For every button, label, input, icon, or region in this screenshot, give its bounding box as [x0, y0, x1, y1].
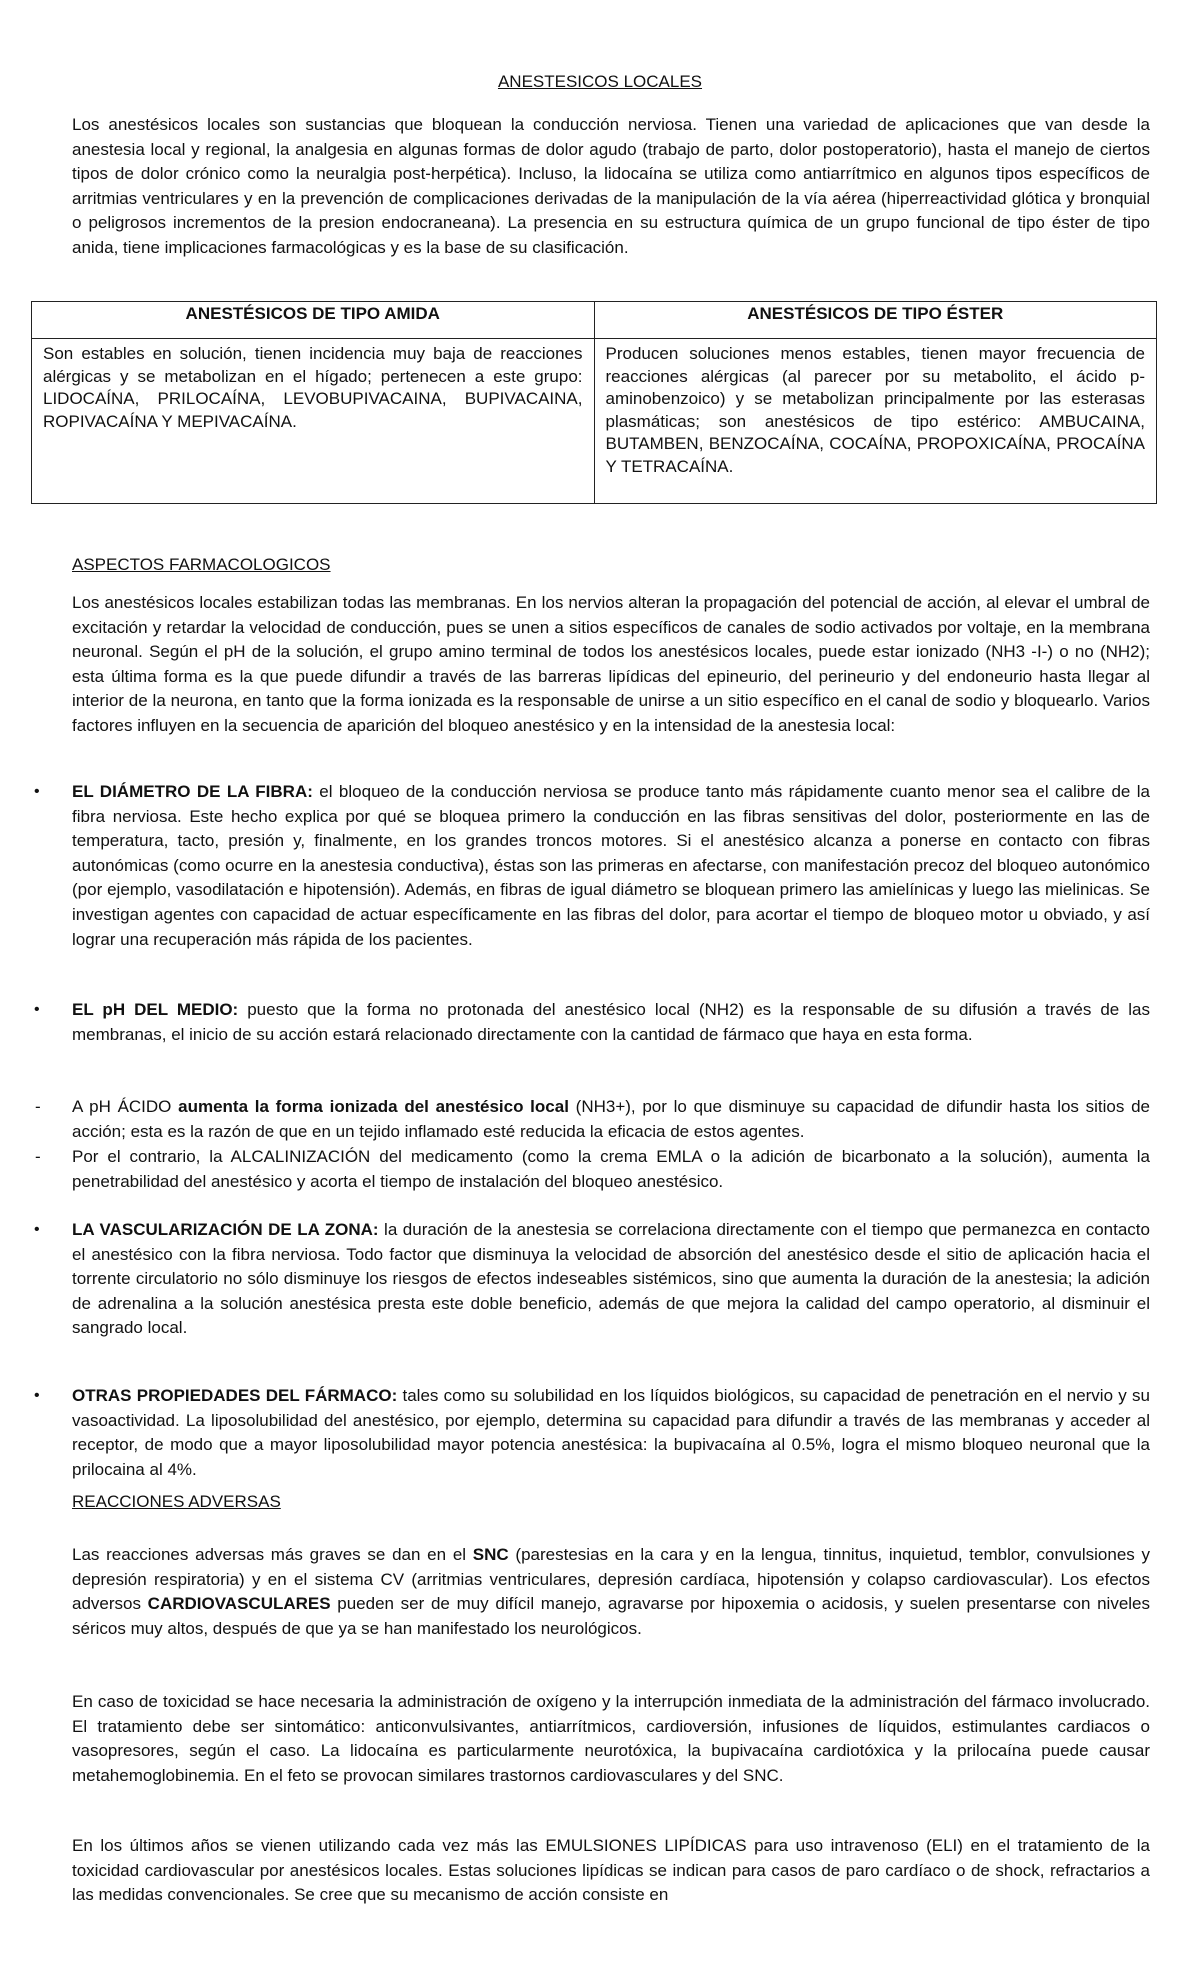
bullet-icon: •	[34, 783, 40, 800]
classification-table	[31, 301, 1157, 504]
bullet-icon: •	[34, 1221, 40, 1238]
bullet-vascularizacion	[72, 1218, 1150, 1341]
dash-text-pre: A pH ÁCIDO	[72, 1097, 179, 1116]
dash-item-acido	[72, 1095, 1150, 1144]
bullet-text: tales como su solubilidad en los líquidos biológicos, su capacidad de penetración en el nervio y su vasoactividad. La liposolubilidad del anestésico, por ejemplo, determina su capacidad para difundir a través de las membranas y acceder al receptor, de modo que a mayor liposolubilidad mayor potencia anestésica: la bupivacaína al 0.5%, logra el mismo bloqueo neuronal que la prilocaina al 4%.	[72, 1386, 1151, 1479]
dash-text-bold: aumenta la forma ionizada del anestésico local	[178, 1097, 569, 1116]
bullet-diametro	[72, 780, 1150, 952]
p1-text-a: Las reacciones adversas más graves se dan en el	[72, 1545, 473, 1564]
bullet-icon: •	[34, 1387, 40, 1404]
p1-text-d: pueden ser de muy difícil manejo, agravarse por hipoxemia o acidosis, y suelen presentarse con niveles séricos muy altos, después de que ya se han manifestado los neurológicos.	[72, 1594, 1151, 1638]
bullet-label: EL DIÁMETRO DE LA FIBRA:	[72, 782, 313, 801]
table-header-amida: ANESTÉSICOS DE TIPO AMIDA	[32, 302, 595, 339]
bullet-text: puesto que la forma no protonada del anestésico local (NH2) es la responsable de su difusión a través de las membranas, el inicio de su acción estará relacionado directamente con la cantidad de fármaco que haya en esta forma.	[72, 1000, 1150, 1044]
table-cell-amida: Son estables en solución, tienen incidencia muy baja de reacciones alérgicas y se metabolizan en el hígado; pertenecen a este grupo: LIDOCAÍNA, PRILOCAÍNA, LEVOBUPIVACAINA, BUPIVACAINA, ROPIVACAÍNA Y MEPIVACAÍNA.	[32, 339, 595, 504]
dash-text-post: (NH3+), por lo que disminuye su capacidad de difundir hasta los sitios de acción; esta es la razón de que en un tejido inflamado esté reducida la eficacia de estos agentes.	[72, 1097, 1151, 1141]
bullet-label: OTRAS PROPIEDADES DEL FÁRMACO:	[72, 1386, 398, 1405]
table-cell-ester: Producen soluciones menos estables, tienen mayor frecuencia de reacciones alérgicas (al parecer por su metabolito, el ácido p-aminobenzoico) y se metabolizan principalmente por las esterasas plasmáticas; son anestésicos de tipo estérico: AMBUCAINA, BUTAMBEN, BENZOCAÍNA, COCAÍNA, PROPOXICAÍNA, PROCAÍNA Y TETRACAÍNA.	[594, 339, 1157, 504]
dash-item-alcalinizacion: Por el contrario, la ALCALINIZACIÓN del medicamento (como la crema EMLA o la adición de bicarbonato a la solución), aumenta la penetrabilidad del anestésico y acorta el tiempo de instalación del bloqueo anestésico.	[72, 1147, 1150, 1191]
bullet-text: el bloqueo de la conducción nerviosa se produce tanto más rápidamente cuanto menor sea el calibre de la fibra nerviosa. Este hecho explica por qué se bloquea primero la conducción en las fibras sensitivas del dolor, posteriormente en las de temperatura, tacto, presión y, finalmente, en los grandes troncos motores. Si el anestésico alcanza a ponerse en contacto con fibras autonómicas (como ocurre en la anestesia conductiva), éstas son las primeras en afectarse, con manifestación precoz del bloqueo autonómico (por ejemplo, vasodilatación e hipotensión). Además, en fibras de igual diámetro se bloquean primero las amielínicas y luego las mielinicas. Se investigan agentes con capacidad de actuar específicamente en las fibras del dolor, para acortar el tiempo de bloqueo motor u obviado, y así lograr una recuperación más rápida de los pacientes.	[72, 782, 1151, 949]
aspectos-paragraph: Los anestésicos locales estabilizan todas las membranas. En los nervios alteran la propagación del potencial de acción, al elevar el umbral de excitación y retardar la velocidad de conducción, pues se unen a sitios específicos de canales de sodio activados por voltaje, en la membrana neuronal. Según el pH de la solución, el grupo amino terminal de todos los anestésicos locales, puede estar ionizado (NH3 -I-) o no (NH2); esta última forma es la que puede difundir a través de las barreras lipídicas del epineurio, del perineurio y del endoneurio hasta llegar al interior de la neurona, en tanto que la forma ionizada es la responsable de unirse a un sitio específico en el canal de sodio y bloquearlo. Varios factores influyen en la secuencia de aparición del bloqueo anestésico y en la intensidad de la anestesia local:	[72, 593, 1150, 735]
bullet-label: EL pH DEL MEDIO:	[72, 1000, 239, 1019]
p1-bold-snc: SNC	[472, 1545, 509, 1564]
p1-text-c: (parestesias en la cara y en la lengua, tinnitus, inquietud, temblor, convulsiones y depresión respiratoria) y en el sistema CV (arritmias ventriculares, depresión cardíaca, hipotensión y colapso cardiovascular). Los efectos adversos	[72, 1545, 1151, 1614]
reacciones-paragraph-2: En caso de toxicidad se hace necesaria la administración de oxígeno y la interrupción inmediata de la administración del fármaco involucrado. El tratamiento debe ser sintomático: anticonvulsivantes, antiarrítmicos, cardioversión, infusiones de líquidos, estimulantes cardiacos o vasopresores, según el caso. La lidocaína es particularmente neurotóxica, la bupivacaína cardiotóxica y la prilocaína puede causar metahemoglobinemia. En el feto se provocan similares trastornos cardiovasculares y del SNC.	[72, 1692, 1150, 1785]
reacciones-paragraph-1	[72, 1543, 1150, 1641]
document-title: ANESTESICOS LOCALES	[497, 72, 703, 91]
reacciones-paragraph-3: En los últimos años se vienen utilizando cada vez más las EMULSIONES LIPÍDICAS para uso intravenoso (ELI) en el tratamiento de la toxicidad cardiovascular por anestésicos locales. Estas soluciones lipídicas se indican para casos de paro cardíaco o de shock, refractarios a las medidas convencionales. Se cree que su mecanismo de acción consiste en	[72, 1836, 1150, 1905]
bullet-ph	[72, 998, 1150, 1047]
dash-marker: -	[35, 1147, 41, 1166]
heading-aspectos: ASPECTOS FARMACOLOGICOS	[72, 555, 331, 574]
bullet-text: la duración de la anestesia se correlaciona directamente con el tiempo que permanezca en contacto el anestésico con la fibra nerviosa. Todo factor que disminuya la velocidad de absorción del anestésico desde el sitio de aplicación hacia el torrente circulatorio no sólo disminuye los riesgos de efectos indeseables sistémicos, sino que aumenta la duración de la anestesia; la adición de adrenalina a la solución anestésica presta este doble beneficio, además de que mejora la calidad del campo operatorio, al disminuir el sangrado local.	[72, 1220, 1150, 1338]
heading-reacciones: REACCIONES ADVERSAS	[72, 1492, 281, 1511]
table-header-ester: ANESTÉSICOS DE TIPO ÉSTER	[594, 302, 1157, 339]
intro-paragraph: Los anestésicos locales son sustancias que bloquean la conducción nerviosa. Tienen una variedad de aplicaciones que van desde la anestesia local y regional, la analgesia en algunas formas de dolor agudo (trabajo de parto, dolor postoperatorio), hasta el manejo de ciertos tipos de dolor crónico como la neuralgia post-herpética). Incluso, la lidocaína se utiliza como antiarrítmico en algunos tipos específicos de arritmias ventriculares y en la prevención de complicaciones derivadas de la manipulación de la vía aérea (hiperreactividad glótica y bronquial o peligrosos incrementos de la presion endocraneana). La presencia en su estructura química de un grupo funcional de tipo éster de tipo anida, tiene implicaciones farmacológicas y es la base de su clasificación.	[72, 115, 1150, 257]
dash-marker: -	[35, 1097, 41, 1116]
bullet-otras-propiedades	[72, 1384, 1150, 1482]
bullet-label: LA VASCULARIZACIÓN DE LA ZONA:	[72, 1220, 379, 1239]
p1-bold-cardio: CARDIOVASCULARES	[147, 1594, 331, 1614]
bullet-icon: •	[34, 1001, 40, 1018]
